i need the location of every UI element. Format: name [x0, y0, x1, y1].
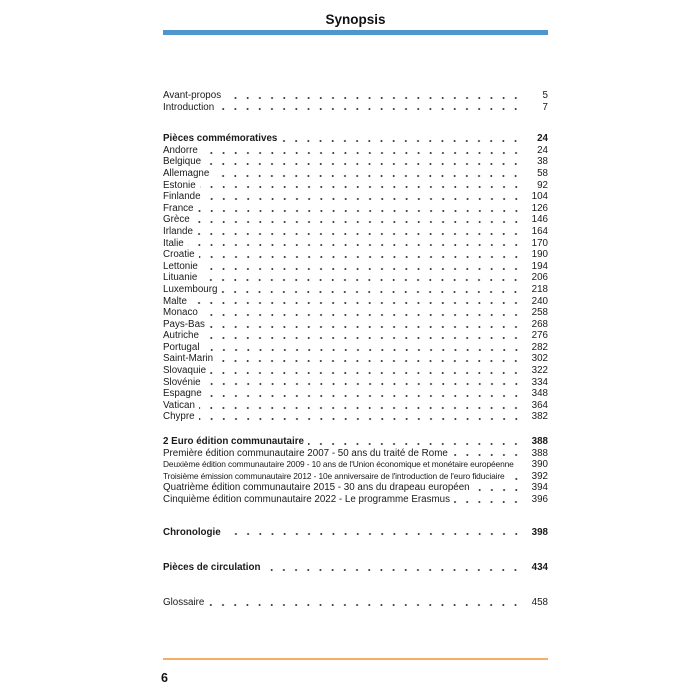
toc-entry-page: 104	[531, 191, 548, 203]
toc-entry-label: Lituanie	[163, 272, 198, 284]
dot-leader	[191, 296, 522, 308]
dot-leader	[454, 494, 522, 506]
toc-row	[163, 90, 548, 102]
toc-entry-label: Croatie	[163, 249, 195, 261]
toc-entry-label: Première édition communautaire 2007 - 50 ans du traité de Rome	[163, 447, 448, 459]
table-of-contents	[163, 90, 548, 608]
toc-row	[163, 353, 548, 365]
dot-leader	[264, 562, 522, 574]
toc-row	[163, 180, 548, 192]
toc-entry-label: Introduction	[163, 101, 215, 113]
dot-leader	[201, 272, 522, 284]
toc-entry-page: 258	[531, 307, 548, 319]
dot-leader	[194, 214, 522, 226]
toc-entry-page: 322	[531, 365, 548, 377]
toc-row	[163, 168, 548, 180]
toc-row	[163, 102, 548, 114]
toc-row	[163, 238, 548, 250]
toc-entry-page: 5	[542, 90, 548, 101]
toc-entry-label: Andorre	[163, 144, 198, 156]
toc-entry-page: 398	[531, 526, 548, 538]
toc-section-header	[163, 562, 548, 574]
dot-leader	[209, 319, 522, 331]
dot-leader	[198, 203, 523, 215]
toc-entry-label: Cinquième édition communautaire 2022 - Le programme Erasmus	[163, 494, 450, 505]
page-number: 6	[161, 671, 168, 685]
toc-entry-page: 7	[542, 101, 548, 113]
toc-row	[163, 145, 548, 157]
toc-entry-label: Irlande	[163, 225, 193, 237]
toc-row	[163, 307, 548, 319]
toc-entry-label: Chronologie	[163, 526, 221, 538]
toc-row	[163, 249, 548, 261]
toc-row	[163, 365, 548, 377]
toc-entry-page: 434	[531, 562, 548, 574]
dot-leader	[206, 388, 522, 400]
toc-entry-label: Pièces commémoratives	[163, 133, 278, 145]
toc-entry-page: 126	[531, 202, 548, 214]
toc-entry-label: Autriche	[163, 330, 199, 342]
toc-entry-label: Chypre	[163, 411, 195, 423]
toc-entry-label: Vatican	[163, 399, 195, 411]
toc-entry-label: 2 Euro édition communautaire	[163, 436, 304, 448]
toc-row	[163, 400, 548, 412]
toc-entry-page: 38	[537, 156, 548, 168]
toc-row	[163, 471, 548, 483]
toc-row	[163, 284, 548, 296]
toc-row	[163, 319, 548, 331]
toc-entry-page: 92	[537, 179, 548, 191]
toc-entry-page: 146	[531, 214, 548, 226]
dot-leader	[213, 168, 522, 180]
toc-entry-label: Italie	[163, 237, 184, 249]
toc-entry-page: 194	[531, 260, 548, 272]
dot-leader	[208, 597, 522, 609]
toc-entry-label: Deuxième édition communautaire 2009 - 10 ans de l'Union économique et monétaire européenne	[163, 459, 514, 470]
toc-entry-label: Troisième émission communautaire 2012 - 10e anniversaire de l'introduction de l'euro fiduciaire	[163, 470, 505, 481]
toc-entry-page: 282	[531, 341, 548, 353]
toc-row	[163, 272, 548, 284]
toc-entry-label: France	[163, 202, 194, 214]
toc-entry-label: Slovénie	[163, 376, 201, 388]
toc-entry-label: Glossaire	[163, 596, 205, 608]
dot-leader	[308, 436, 522, 448]
dot-leader	[199, 411, 522, 423]
dot-leader	[202, 145, 522, 157]
dot-leader	[218, 102, 522, 114]
toc-entry-label: Saint-Marin	[163, 353, 214, 365]
dot-leader	[281, 133, 522, 145]
toc-row	[163, 411, 548, 423]
dot-leader	[200, 180, 522, 192]
dot-leader	[202, 261, 522, 273]
toc-entry-page: 218	[531, 283, 548, 295]
toc-entry-page: 24	[537, 144, 548, 156]
toc-row	[163, 482, 548, 494]
dot-leader	[221, 284, 522, 296]
toc-row	[163, 226, 548, 238]
toc-entry-page: 390	[531, 459, 548, 471]
toc-row	[163, 459, 548, 471]
dot-leader	[204, 342, 523, 354]
toc-entry-label: Belgique	[163, 156, 202, 168]
toc-row	[163, 494, 548, 506]
toc-row	[163, 377, 548, 389]
dot-leader	[199, 249, 522, 261]
dot-leader	[197, 226, 522, 238]
toc-entry-label: Finlande	[163, 191, 201, 203]
toc-entry-label: Avant-propos	[163, 90, 222, 101]
toc-entry-page: 268	[531, 318, 548, 330]
toc-row	[163, 597, 548, 609]
toc-entry-label: Slovaquie	[163, 365, 207, 377]
toc-entry-page: 334	[531, 376, 548, 388]
toc-row	[163, 191, 548, 203]
page-title: Synopsis	[325, 12, 386, 27]
toc-entry-label: Pièces de circulation	[163, 562, 261, 574]
dot-leader	[518, 459, 522, 471]
dot-leader	[188, 238, 522, 250]
toc-entry-label: Malte	[163, 295, 187, 307]
toc-entry-label: Portugal	[163, 341, 200, 353]
dot-leader	[203, 330, 522, 342]
dot-leader	[205, 377, 522, 389]
toc-entry-page: 394	[531, 482, 548, 494]
toc-row	[163, 214, 548, 226]
dot-leader	[205, 191, 522, 203]
toc-row	[163, 448, 548, 460]
toc-entry-page: 396	[531, 494, 548, 505]
toc-row	[163, 296, 548, 308]
toc-entry-page: 302	[531, 353, 548, 365]
toc-row	[163, 261, 548, 273]
toc-entry-label: Lettonie	[163, 260, 198, 272]
toc-entry-page: 164	[531, 225, 548, 237]
dot-leader	[509, 471, 522, 483]
toc-entry-label: Pays-Bas	[163, 318, 205, 330]
toc-row	[163, 156, 548, 168]
toc-entry-page: 392	[531, 470, 548, 482]
toc-entry-label: Monaco	[163, 307, 198, 319]
title-rule	[163, 30, 548, 35]
toc-row	[163, 330, 548, 342]
toc-section-header	[163, 436, 548, 448]
toc-entry-label: Espagne	[163, 388, 202, 400]
dot-leader	[474, 482, 522, 494]
dot-leader	[225, 527, 522, 539]
toc-entry-page: 190	[531, 249, 548, 261]
dot-leader	[202, 307, 522, 319]
toc-entry-label: Luxembourg	[163, 283, 218, 295]
toc-entry-page: 276	[531, 330, 548, 342]
toc-entry-page: 388	[531, 447, 548, 459]
toc-row	[163, 203, 548, 215]
dot-leader	[210, 365, 522, 377]
dot-leader	[452, 448, 522, 460]
dot-leader	[217, 353, 522, 365]
toc-row	[163, 342, 548, 354]
toc-entry-page: 206	[531, 272, 548, 284]
toc-entry-page: 58	[537, 167, 548, 179]
toc-entry-page: 364	[531, 399, 548, 411]
toc-entry-page: 388	[531, 436, 548, 448]
dot-leader	[199, 400, 522, 412]
toc-entry-label: Grèce	[163, 214, 190, 226]
toc-entry-label: Allemagne	[163, 167, 210, 179]
toc-entry-page: 458	[531, 596, 548, 608]
toc-entry-page: 170	[531, 237, 548, 249]
toc-entry-page: 24	[537, 133, 548, 145]
toc-section-header	[163, 133, 548, 145]
toc-entry-page: 382	[531, 411, 548, 423]
footer-rule	[163, 658, 548, 660]
toc-row	[163, 388, 548, 400]
toc-entry-label: Estonie	[163, 179, 196, 191]
toc-section-header	[163, 527, 548, 539]
dot-leader	[225, 90, 522, 102]
toc-entry-page: 240	[531, 295, 548, 307]
dot-leader	[205, 156, 522, 168]
toc-entry-page: 348	[531, 388, 548, 400]
toc-entry-label: Quatrième édition communautaire 2015 - 30 ans du drapeau européen	[163, 482, 470, 494]
